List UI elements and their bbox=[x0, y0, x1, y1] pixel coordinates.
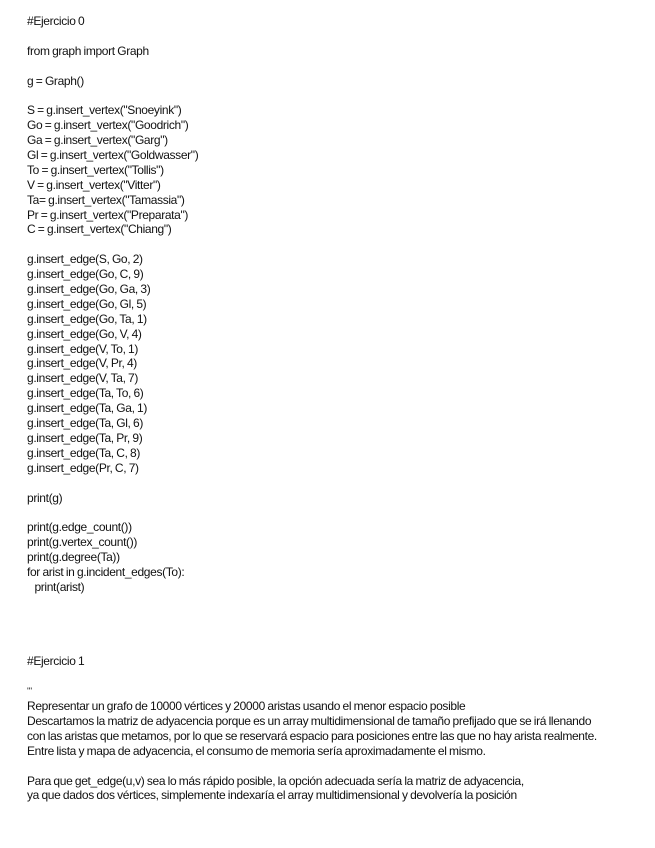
exercise-0-heading: #Ejercicio 0 bbox=[27, 14, 85, 28]
vertical-spacer bbox=[27, 595, 627, 655]
docstring-open: ''' bbox=[27, 686, 33, 697]
code-line-edge: g.insert_edge(Pr, C, 7) bbox=[27, 460, 139, 475]
code-line-edge: g.insert_edge(S, Go, 2) bbox=[27, 252, 143, 267]
code-line-edge: g.insert_edge(Go, V, 4) bbox=[27, 326, 142, 341]
graph-initialization: g = Graph() bbox=[27, 73, 84, 88]
paragraph-line: con las aristas que metamos, por lo que se reservará espacio para posiciones entre las que no hay arista realmente. bbox=[27, 728, 597, 743]
code-line-edge: g.insert_edge(Ta, C, 8) bbox=[27, 445, 141, 460]
paragraph-space-analysis bbox=[27, 699, 627, 759]
paragraph-get-edge bbox=[27, 774, 627, 804]
code-line-edge: g.insert_edge(Ta, To, 6) bbox=[27, 386, 144, 401]
exercise-1-heading: #Ejercicio 1 bbox=[27, 654, 85, 669]
paragraph-line: ya que dados dos vértices, simplemente indexaría el array multidimensional y devolvería la posición bbox=[27, 788, 517, 803]
code-line-print: print(g.degree(Ta)) bbox=[27, 550, 120, 565]
code-line-edge: g.insert_edge(Ta, Pr, 9) bbox=[27, 430, 143, 445]
code-line-vertex-v: V = g.insert_vertex("Vitter") bbox=[27, 177, 161, 192]
code-line-edge: g.insert_edge(V, Pr, 4) bbox=[27, 356, 137, 371]
paragraph-line: Para que get_edge(u,v) sea lo más rápido posible, la opción adecuada sería la matriz de adyacencia, bbox=[27, 773, 524, 788]
code-line-edge: g.insert_edge(V, Ta, 7) bbox=[27, 371, 139, 386]
document-page bbox=[27, 14, 627, 803]
print-graph-statement: print(g) bbox=[27, 490, 63, 505]
code-line-vertex-gl: Gl = g.insert_vertex("Goldwasser") bbox=[27, 148, 199, 163]
code-line-edge: g.insert_edge(Ta, Ga, 1) bbox=[27, 401, 148, 416]
paragraph-line: Entre lista y mapa de adyacencia, el consumo de memoria sería aproximadamente el mismo. bbox=[27, 743, 486, 758]
code-line-edge: g.insert_edge(Go, C, 9) bbox=[27, 267, 144, 282]
code-line-loop-body: print(arist) bbox=[27, 579, 85, 594]
code-line-edge: g.insert_edge(Ta, Gl, 6) bbox=[27, 416, 143, 431]
code-line-vertex-ta: Ta= g.insert_vertex("Tamassia") bbox=[27, 192, 185, 207]
code-line-print: print(g.vertex_count()) bbox=[27, 535, 137, 550]
code-line-vertex-c: C = g.insert_vertex("Chiang") bbox=[27, 222, 172, 237]
code-line-edge: g.insert_edge(Go, Gl, 5) bbox=[27, 296, 147, 311]
code-line-edge: g.insert_edge(Go, Ta, 1) bbox=[27, 311, 147, 326]
vertex-insertions bbox=[27, 103, 627, 237]
print-statements bbox=[27, 520, 627, 594]
code-line-vertex-pr: Pr = g.insert_vertex("Preparata") bbox=[27, 207, 189, 222]
code-line-vertex-s: S = g.insert_vertex("Snoeyink") bbox=[27, 103, 182, 118]
edge-insertions bbox=[27, 252, 627, 475]
code-line-print: print(g.edge_count()) bbox=[27, 520, 132, 535]
code-line-vertex-ga: Ga = g.insert_vertex("Garg") bbox=[27, 133, 168, 148]
code-line-edge: g.insert_edge(V, To, 1) bbox=[27, 341, 139, 356]
paragraph-line: Descartamos la matriz de adyacencia porque es un array multidimensional de tamaño prefijado que se irá llenando bbox=[27, 713, 592, 728]
code-line-vertex-to: To = g.insert_vertex("Tollis") bbox=[27, 162, 164, 177]
code-line-edge: g.insert_edge(Go, Ga, 3) bbox=[27, 282, 151, 297]
code-line-for-loop: for arist in g.incident_edges(To): bbox=[27, 564, 185, 579]
paragraph-line: Representar un grafo de 10000 vértices y 20000 aristas usando el menor espacio posible bbox=[27, 699, 466, 713]
import-statement: from graph import Graph bbox=[27, 43, 149, 58]
code-line-vertex-go: Go = g.insert_vertex("Goodrich") bbox=[27, 118, 189, 133]
